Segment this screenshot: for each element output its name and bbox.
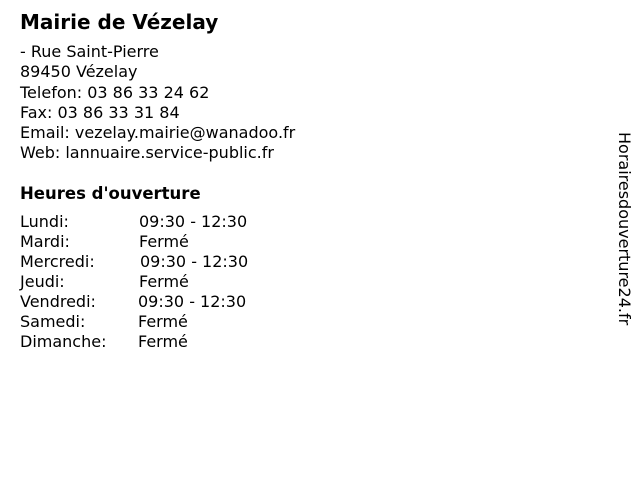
time-value: Fermé xyxy=(138,311,188,331)
time-value: 09:30 - 12:30 xyxy=(138,291,247,311)
hours-row-vendredi xyxy=(20,292,600,312)
phone-number: Telefon: 03 86 33 24 62 xyxy=(20,82,210,102)
time-value: Fermé xyxy=(138,331,188,351)
hours-row-dimanche xyxy=(20,332,600,352)
listing-card xyxy=(20,8,600,352)
time-value: Fermé xyxy=(139,231,189,251)
day-label: Mardi: xyxy=(20,231,70,251)
contact-block xyxy=(20,42,600,164)
fax-number: Fax: 03 86 33 31 84 xyxy=(20,102,180,122)
opening-hours-table xyxy=(20,212,600,352)
day-label: Vendredi: xyxy=(20,291,96,311)
day-label: Samedi: xyxy=(20,311,86,331)
day-label: Jeudi: xyxy=(20,271,65,291)
hours-row-jeudi xyxy=(20,272,600,292)
time-value: 09:30 - 12:30 xyxy=(140,251,249,271)
city-address: 89450 Vézelay xyxy=(20,62,138,82)
day-label: Mercredi: xyxy=(20,251,95,271)
day-label: Dimanche: xyxy=(20,331,107,351)
time-value: 09:30 - 12:30 xyxy=(139,211,248,231)
day-label: Lundi: xyxy=(20,211,69,231)
hours-row-samedi xyxy=(20,312,600,332)
hours-row-mardi xyxy=(20,232,600,252)
page-title: Mairie de Vézelay xyxy=(20,10,219,34)
website-address: Web: lannuaire.service-public.fr xyxy=(20,143,274,163)
email-address: Email: vezelay.mairie@wanadoo.fr xyxy=(20,123,296,143)
hours-row-mercredi xyxy=(20,252,600,272)
time-value: Fermé xyxy=(139,271,189,291)
site-watermark: Horairesdouverture24.fr xyxy=(615,132,634,326)
street-address: - Rue Saint-Pierre xyxy=(20,42,159,61)
hours-row-lundi xyxy=(20,212,600,232)
opening-hours-heading: Heures d'ouverture xyxy=(20,183,201,203)
